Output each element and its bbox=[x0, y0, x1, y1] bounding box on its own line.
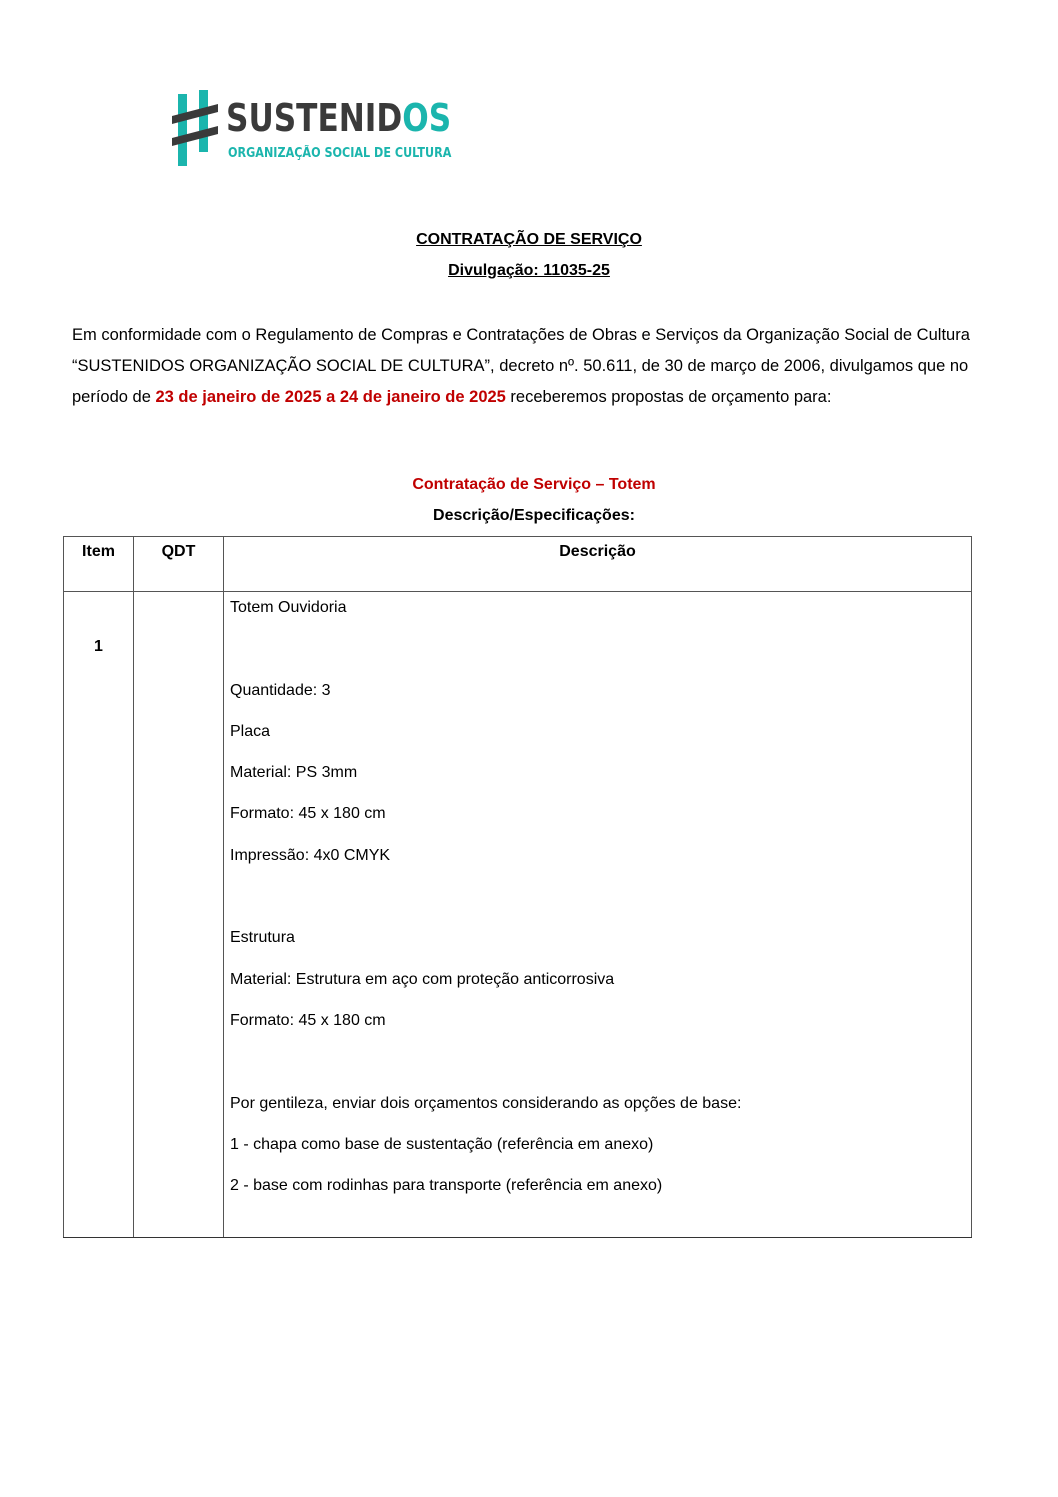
table-row bbox=[64, 592, 972, 1238]
col-header-descricao: Descrição bbox=[224, 537, 972, 592]
sustenidos-logo bbox=[172, 90, 452, 170]
col-header-qdt: QDT bbox=[134, 537, 224, 592]
logo-subtitle: ORGANIZAÇÃO SOCIAL DE CULTURA bbox=[228, 146, 452, 161]
desc-line: Placa bbox=[230, 722, 271, 740]
description-cell bbox=[224, 592, 972, 1238]
item-cell: 1 bbox=[64, 592, 134, 1238]
desc-spacer bbox=[230, 887, 965, 928]
logo-wordmark: SUSTENIDOS bbox=[226, 96, 452, 140]
desc-spacer bbox=[230, 1052, 965, 1093]
divulgacao-number: Divulgação: 11035-25 bbox=[448, 262, 610, 279]
table-header-row bbox=[64, 537, 972, 592]
desc-line: Impressão: 4x0 CMYK bbox=[230, 846, 391, 864]
desc-line: Material: PS 3mm bbox=[230, 764, 358, 782]
desc-line: Totem Ouvidoria bbox=[230, 599, 347, 616]
desc-line: 2 - base com rodinhas para transporte (referência em anexo) bbox=[230, 1177, 663, 1195]
desc-line: Quantidade: 3 bbox=[230, 681, 331, 699]
col-header-item: Item bbox=[64, 537, 134, 592]
desc-line: Estrutura bbox=[230, 929, 295, 947]
section-subtitle: Descrição/Especificações: bbox=[433, 507, 635, 524]
period-highlight: 23 de janeiro de 2025 a 24 de janeiro de 2025 bbox=[155, 388, 506, 406]
desc-spacer bbox=[230, 639, 965, 680]
desc-line: 1 - chapa como base de sustentação (referência em anexo) bbox=[230, 1135, 654, 1153]
spec-table bbox=[63, 536, 972, 1238]
document-title: CONTRATAÇÃO DE SERVIÇO bbox=[416, 231, 642, 248]
hash-icon bbox=[172, 90, 222, 170]
desc-line: Formato: 45 x 180 cm bbox=[230, 805, 386, 823]
intro-paragraph: Em conformidade com o Regulamento de Compras e Contratações de Obras e Serviços da Organização Social de Cultura “SUSTENIDOS ORGANIZAÇÃO SOCIAL DE CULTURA”, decreto nº. 50.611, de 30 de março de 2006, divulgamos que no período de 23 de janeiro de 2025 a 24 de janeiro de 2025 receberemos propostas de orçamento para: bbox=[72, 326, 970, 406]
qdt-cell bbox=[134, 592, 224, 1238]
section-title: Contratação de Serviço – Totem bbox=[412, 476, 656, 493]
desc-line: Material: Estrutura em aço com proteção anticorrosiva bbox=[230, 970, 615, 988]
desc-line: Por gentileza, enviar dois orçamentos considerando as opções de base: bbox=[230, 1094, 742, 1112]
desc-line: Formato: 45 x 180 cm bbox=[230, 1011, 386, 1029]
